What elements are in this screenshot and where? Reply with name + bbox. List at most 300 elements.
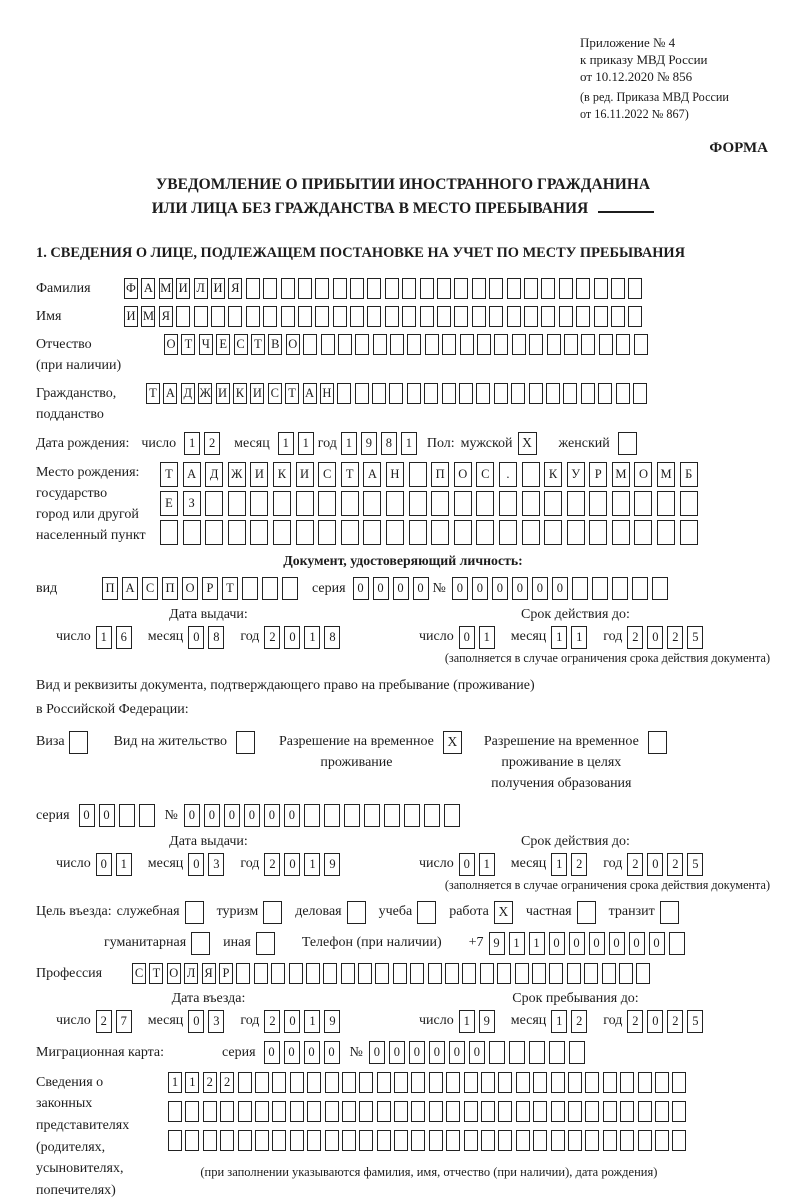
char-box[interactable]: Т	[149, 963, 163, 984]
char-box[interactable]	[522, 520, 540, 545]
char-box[interactable]	[589, 491, 607, 516]
char-box[interactable]	[263, 278, 277, 299]
char-box[interactable]: 2	[571, 1010, 587, 1033]
char-box[interactable]	[672, 1101, 686, 1122]
char-box[interactable]: 0	[389, 1041, 405, 1064]
char-box[interactable]	[304, 804, 320, 827]
char-box[interactable]: 0	[647, 853, 663, 876]
char-box[interactable]	[409, 462, 427, 487]
char-box[interactable]	[255, 1101, 269, 1122]
char-box[interactable]: О	[286, 334, 300, 355]
char-box[interactable]	[462, 963, 476, 984]
char-box[interactable]	[620, 1130, 634, 1151]
char-box[interactable]: 1	[184, 432, 200, 455]
char-box[interactable]	[551, 1130, 565, 1151]
char-box[interactable]: 1	[278, 432, 294, 455]
char-box[interactable]	[373, 334, 387, 355]
char-box[interactable]	[342, 1130, 356, 1151]
char-box[interactable]	[342, 1072, 356, 1093]
char-box[interactable]	[425, 334, 439, 355]
char-box[interactable]: М	[612, 462, 630, 487]
char-box[interactable]	[273, 520, 291, 545]
char-box[interactable]	[680, 491, 698, 516]
char-box[interactable]: 1	[551, 626, 567, 649]
char-box[interactable]: 0	[284, 804, 300, 827]
char-box[interactable]	[507, 306, 521, 327]
char-box[interactable]: 0	[459, 853, 475, 876]
char-box[interactable]	[454, 278, 468, 299]
char-box[interactable]	[544, 520, 562, 545]
char-box[interactable]	[652, 577, 668, 600]
char-box[interactable]	[411, 1130, 425, 1151]
char-box[interactable]: 2	[96, 1010, 112, 1033]
char-box[interactable]: 1	[509, 932, 525, 955]
char-box[interactable]	[119, 804, 135, 827]
char-box[interactable]	[446, 1130, 460, 1151]
purpose-private-checkbox[interactable]	[577, 901, 596, 924]
char-box[interactable]	[431, 520, 449, 545]
char-box[interactable]: А	[141, 278, 155, 299]
char-box[interactable]: 0	[569, 932, 585, 955]
char-box[interactable]	[633, 383, 647, 404]
char-box[interactable]	[454, 491, 472, 516]
char-box[interactable]: 3	[208, 853, 224, 876]
char-box[interactable]	[350, 306, 364, 327]
char-box[interactable]	[581, 383, 595, 404]
char-box[interactable]: С	[132, 963, 146, 984]
char-box[interactable]: 5	[687, 853, 703, 876]
char-box[interactable]: 9	[489, 932, 505, 955]
char-box[interactable]: Т	[222, 577, 238, 600]
char-box[interactable]	[657, 491, 675, 516]
char-box[interactable]	[429, 1072, 443, 1093]
char-box[interactable]	[250, 520, 268, 545]
char-box[interactable]	[476, 491, 494, 516]
purpose-work-checkbox[interactable]: X	[494, 901, 513, 924]
char-box[interactable]	[323, 963, 337, 984]
purpose-transit-checkbox[interactable]	[660, 901, 679, 924]
char-box[interactable]	[168, 1101, 182, 1122]
char-box[interactable]: Т	[285, 383, 299, 404]
char-box[interactable]: 0	[188, 626, 204, 649]
char-box[interactable]: С	[268, 383, 282, 404]
char-box[interactable]	[499, 491, 517, 516]
char-box[interactable]	[460, 334, 474, 355]
char-box[interactable]: 2	[264, 626, 280, 649]
char-box[interactable]: Р	[219, 963, 233, 984]
char-box[interactable]	[375, 963, 389, 984]
char-box[interactable]: И	[250, 383, 264, 404]
char-box[interactable]: 0	[409, 1041, 425, 1064]
char-box[interactable]	[481, 1130, 495, 1151]
char-box[interactable]	[220, 1101, 234, 1122]
char-box[interactable]	[325, 1072, 339, 1093]
char-box[interactable]: Т	[251, 334, 265, 355]
char-box[interactable]	[602, 963, 616, 984]
char-box[interactable]	[409, 491, 427, 516]
char-box[interactable]	[551, 1072, 565, 1093]
char-box[interactable]	[533, 1130, 547, 1151]
char-box[interactable]	[307, 1101, 321, 1122]
char-box[interactable]: И	[296, 462, 314, 487]
char-box[interactable]: М	[159, 278, 173, 299]
char-box[interactable]: П	[102, 577, 118, 600]
char-box[interactable]	[611, 278, 625, 299]
char-box[interactable]	[559, 306, 573, 327]
char-box[interactable]	[420, 278, 434, 299]
char-box[interactable]	[363, 491, 381, 516]
char-box[interactable]	[236, 963, 250, 984]
char-box[interactable]	[377, 1101, 391, 1122]
char-box[interactable]: 1	[571, 626, 587, 649]
char-box[interactable]	[541, 306, 555, 327]
char-box[interactable]	[524, 278, 538, 299]
char-box[interactable]	[246, 278, 260, 299]
char-box[interactable]	[541, 278, 555, 299]
char-box[interactable]	[657, 520, 675, 545]
char-box[interactable]	[459, 383, 473, 404]
char-box[interactable]	[472, 306, 486, 327]
char-box[interactable]	[407, 334, 421, 355]
char-box[interactable]	[472, 278, 486, 299]
char-box[interactable]	[599, 334, 613, 355]
char-box[interactable]: И	[176, 278, 190, 299]
char-box[interactable]: 1	[96, 626, 112, 649]
char-box[interactable]: 1	[551, 853, 567, 876]
char-box[interactable]	[211, 306, 225, 327]
char-box[interactable]: И	[124, 306, 138, 327]
char-box[interactable]: Т	[160, 462, 178, 487]
char-box[interactable]	[281, 306, 295, 327]
char-box[interactable]: 0	[532, 577, 548, 600]
char-box[interactable]: 2	[627, 853, 643, 876]
char-box[interactable]	[298, 306, 312, 327]
char-box[interactable]: 1	[298, 432, 314, 455]
char-box[interactable]	[220, 1130, 234, 1151]
char-box[interactable]	[628, 306, 642, 327]
char-box[interactable]	[420, 306, 434, 327]
char-box[interactable]	[409, 520, 427, 545]
char-box[interactable]: 1	[304, 626, 320, 649]
purpose-business-checkbox[interactable]	[347, 901, 366, 924]
char-box[interactable]	[585, 1101, 599, 1122]
char-box[interactable]: 2	[204, 432, 220, 455]
char-box[interactable]: 0	[188, 1010, 204, 1033]
char-box[interactable]: 0	[96, 853, 112, 876]
char-box[interactable]	[160, 520, 178, 545]
char-box[interactable]	[407, 383, 421, 404]
char-box[interactable]	[255, 1130, 269, 1151]
char-box[interactable]	[549, 1041, 565, 1064]
char-box[interactable]: В	[268, 334, 282, 355]
char-box[interactable]	[672, 1130, 686, 1151]
char-box[interactable]	[568, 1130, 582, 1151]
char-box[interactable]: С	[142, 577, 158, 600]
char-box[interactable]: 1	[479, 853, 495, 876]
char-box[interactable]: Н	[320, 383, 334, 404]
char-box[interactable]	[290, 1101, 304, 1122]
char-box[interactable]: Р	[589, 462, 607, 487]
char-box[interactable]	[298, 278, 312, 299]
char-box[interactable]	[516, 1072, 530, 1093]
char-box[interactable]	[551, 1101, 565, 1122]
char-box[interactable]: П	[431, 462, 449, 487]
char-box[interactable]: 0	[244, 804, 260, 827]
char-box[interactable]: А	[363, 462, 381, 487]
char-box[interactable]: 2	[667, 626, 683, 649]
char-box[interactable]	[442, 383, 456, 404]
char-box[interactable]	[359, 1072, 373, 1093]
char-box[interactable]	[544, 491, 562, 516]
char-box[interactable]	[454, 306, 468, 327]
char-box[interactable]: А	[122, 577, 138, 600]
char-box[interactable]: М	[141, 306, 155, 327]
char-box[interactable]	[271, 963, 285, 984]
visa-checkbox[interactable]	[69, 731, 88, 754]
char-box[interactable]	[321, 334, 335, 355]
char-box[interactable]: 0	[284, 853, 300, 876]
char-box[interactable]	[411, 1101, 425, 1122]
char-box[interactable]: Д	[181, 383, 195, 404]
char-box[interactable]	[359, 1101, 373, 1122]
char-box[interactable]	[454, 520, 472, 545]
char-box[interactable]	[273, 491, 291, 516]
char-box[interactable]	[464, 1072, 478, 1093]
char-box[interactable]	[290, 1130, 304, 1151]
char-box[interactable]: О	[634, 462, 652, 487]
char-box[interactable]: 0	[512, 577, 528, 600]
char-box[interactable]	[680, 520, 698, 545]
char-box[interactable]	[404, 804, 420, 827]
char-box[interactable]: А	[163, 383, 177, 404]
char-box[interactable]	[254, 963, 268, 984]
char-box[interactable]: Ж	[228, 462, 246, 487]
char-box[interactable]	[428, 963, 442, 984]
char-box[interactable]	[386, 520, 404, 545]
char-box[interactable]	[238, 1101, 252, 1122]
char-box[interactable]	[389, 383, 403, 404]
char-box[interactable]: 0	[469, 1041, 485, 1064]
char-box[interactable]	[325, 1130, 339, 1151]
char-box[interactable]	[296, 520, 314, 545]
char-box[interactable]: Я	[202, 963, 216, 984]
char-box[interactable]	[238, 1072, 252, 1093]
char-box[interactable]	[437, 306, 451, 327]
char-box[interactable]	[612, 577, 628, 600]
char-box[interactable]	[507, 278, 521, 299]
char-box[interactable]	[203, 1130, 217, 1151]
char-box[interactable]	[632, 577, 648, 600]
char-box[interactable]	[445, 963, 459, 984]
char-box[interactable]	[516, 1101, 530, 1122]
char-box[interactable]	[393, 963, 407, 984]
char-box[interactable]	[612, 520, 630, 545]
char-box[interactable]	[363, 520, 381, 545]
char-box[interactable]	[429, 1101, 443, 1122]
char-box[interactable]: Т	[181, 334, 195, 355]
char-box[interactable]	[567, 963, 581, 984]
purpose-other-checkbox[interactable]	[256, 932, 275, 955]
residence-permit-checkbox[interactable]	[236, 731, 255, 754]
char-box[interactable]	[576, 278, 590, 299]
char-box[interactable]: Е	[216, 334, 230, 355]
char-box[interactable]	[355, 383, 369, 404]
purpose-tourism-checkbox[interactable]	[263, 901, 282, 924]
char-box[interactable]	[367, 278, 381, 299]
char-box[interactable]: 1	[401, 432, 417, 455]
char-box[interactable]: И	[211, 278, 225, 299]
char-box[interactable]	[498, 1072, 512, 1093]
char-box[interactable]: 0	[264, 1041, 280, 1064]
char-box[interactable]	[568, 1072, 582, 1093]
sex-female-checkbox[interactable]	[618, 432, 637, 455]
char-box[interactable]: 0	[393, 577, 409, 600]
char-box[interactable]: З	[183, 491, 201, 516]
char-box[interactable]: Н	[386, 462, 404, 487]
char-box[interactable]: 1	[304, 1010, 320, 1033]
char-box[interactable]	[638, 1101, 652, 1122]
char-box[interactable]	[669, 932, 685, 955]
char-box[interactable]	[325, 1101, 339, 1122]
char-box[interactable]: 0	[353, 577, 369, 600]
char-box[interactable]	[594, 278, 608, 299]
char-box[interactable]	[494, 334, 508, 355]
char-box[interactable]: 1	[341, 432, 357, 455]
sex-male-checkbox[interactable]: X	[518, 432, 537, 455]
char-box[interactable]	[337, 383, 351, 404]
char-box[interactable]	[255, 1072, 269, 1093]
char-box[interactable]	[563, 383, 577, 404]
char-box[interactable]: 0	[459, 626, 475, 649]
char-box[interactable]: 9	[361, 432, 377, 455]
char-box[interactable]	[616, 383, 630, 404]
char-box[interactable]: 0	[264, 804, 280, 827]
char-box[interactable]: 2	[203, 1072, 217, 1093]
char-box[interactable]: 0	[369, 1041, 385, 1064]
char-box[interactable]	[359, 1130, 373, 1151]
char-box[interactable]	[603, 1072, 617, 1093]
char-box[interactable]	[564, 334, 578, 355]
char-box[interactable]	[402, 278, 416, 299]
char-box[interactable]	[410, 963, 424, 984]
char-box[interactable]	[394, 1130, 408, 1151]
char-box[interactable]: 0	[609, 932, 625, 955]
char-box[interactable]	[372, 383, 386, 404]
char-box[interactable]: М	[657, 462, 675, 487]
char-box[interactable]	[547, 334, 561, 355]
char-box[interactable]	[377, 1130, 391, 1151]
char-box[interactable]: 2	[627, 626, 643, 649]
char-box[interactable]: 8	[381, 432, 397, 455]
char-box[interactable]	[437, 278, 451, 299]
char-box[interactable]	[638, 1072, 652, 1093]
char-box[interactable]: А	[303, 383, 317, 404]
char-box[interactable]: С	[476, 462, 494, 487]
char-box[interactable]	[480, 963, 494, 984]
char-box[interactable]	[672, 1072, 686, 1093]
char-box[interactable]	[634, 491, 652, 516]
char-box[interactable]	[203, 1101, 217, 1122]
char-box[interactable]: 2	[220, 1072, 234, 1093]
char-box[interactable]: 0	[79, 804, 95, 827]
char-box[interactable]: 0	[552, 577, 568, 600]
char-box[interactable]: Ж	[198, 383, 212, 404]
char-box[interactable]: 0	[184, 804, 200, 827]
char-box[interactable]	[306, 963, 320, 984]
char-box[interactable]	[549, 963, 563, 984]
char-box[interactable]: 0	[449, 1041, 465, 1064]
char-box[interactable]	[498, 1101, 512, 1122]
char-box[interactable]	[318, 491, 336, 516]
char-box[interactable]: У	[567, 462, 585, 487]
char-box[interactable]	[205, 520, 223, 545]
char-box[interactable]	[385, 278, 399, 299]
char-box[interactable]: 8	[208, 626, 224, 649]
char-box[interactable]: С	[234, 334, 248, 355]
char-box[interactable]	[176, 306, 190, 327]
char-box[interactable]	[228, 491, 246, 516]
char-box[interactable]	[628, 278, 642, 299]
char-box[interactable]	[364, 804, 380, 827]
char-box[interactable]	[522, 491, 540, 516]
char-box[interactable]	[344, 804, 360, 827]
char-box[interactable]	[509, 1041, 525, 1064]
char-box[interactable]: К	[544, 462, 562, 487]
char-box[interactable]	[341, 520, 359, 545]
char-box[interactable]: Л	[194, 278, 208, 299]
char-box[interactable]	[464, 1101, 478, 1122]
char-box[interactable]: 0	[324, 1041, 340, 1064]
char-box[interactable]	[333, 306, 347, 327]
char-box[interactable]	[446, 1101, 460, 1122]
char-box[interactable]	[655, 1101, 669, 1122]
char-box[interactable]: Д	[205, 462, 223, 487]
char-box[interactable]	[139, 804, 155, 827]
char-box[interactable]: Я	[159, 306, 173, 327]
char-box[interactable]	[333, 278, 347, 299]
char-box[interactable]	[567, 491, 585, 516]
temp-residence-checkbox[interactable]: X	[443, 731, 462, 754]
char-box[interactable]	[390, 334, 404, 355]
char-box[interactable]: 0	[472, 577, 488, 600]
char-box[interactable]	[634, 520, 652, 545]
char-box[interactable]	[515, 963, 529, 984]
char-box[interactable]: 2	[571, 853, 587, 876]
temp-residence-education-checkbox[interactable]	[648, 731, 667, 754]
char-box[interactable]	[272, 1072, 286, 1093]
char-box[interactable]	[324, 804, 340, 827]
char-box[interactable]	[567, 520, 585, 545]
char-box[interactable]: 3	[208, 1010, 224, 1033]
char-box[interactable]	[620, 1101, 634, 1122]
char-box[interactable]: 7	[116, 1010, 132, 1033]
char-box[interactable]	[616, 334, 630, 355]
char-box[interactable]	[481, 1072, 495, 1093]
char-box[interactable]	[477, 334, 491, 355]
char-box[interactable]	[589, 520, 607, 545]
char-box[interactable]: Ч	[199, 334, 213, 355]
char-box[interactable]	[281, 278, 295, 299]
char-box[interactable]: 2	[627, 1010, 643, 1033]
char-box[interactable]	[576, 306, 590, 327]
char-box[interactable]	[307, 1130, 321, 1151]
purpose-official-checkbox[interactable]	[185, 901, 204, 924]
char-box[interactable]: С	[318, 462, 336, 487]
char-box[interactable]: 0	[373, 577, 389, 600]
purpose-study-checkbox[interactable]	[417, 901, 436, 924]
char-box[interactable]	[318, 520, 336, 545]
char-box[interactable]	[533, 1101, 547, 1122]
